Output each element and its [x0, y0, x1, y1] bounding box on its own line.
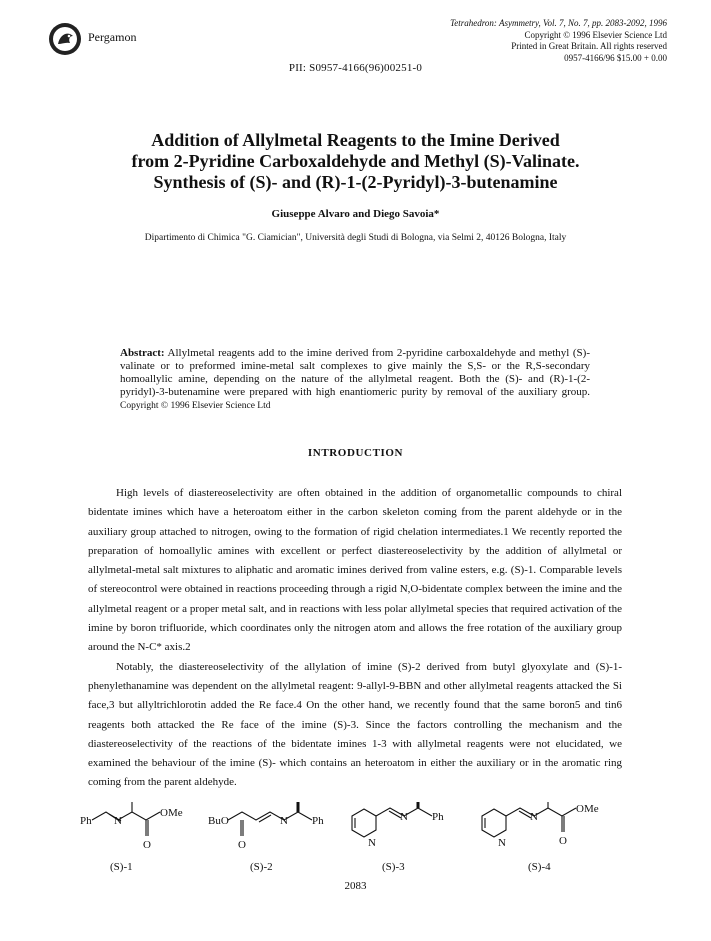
paragraph: High levels of diastereoselectivity are often obtained in the addition of organometallic compounds to chiral bidentate imines which have a heteroatom either in the carbon skeleton coming from the parent aldehyde or in the auxiliary group attached to nitrogen, owing to the formation of rigid chelation intermediates.1 We recently reported the preparation of homoallylic amines with excellent or perfect diastereoselectivity by the addition of allylmetal or allylmetal-metal salt mixtures to aliphatic and aromatic imines derived from valine esters, e.g. (S)-1. Comparable levels of stereocontrol were obtained in reactions proceeding through a rigid N,O-bidentate complex between the imine and the allylmetal reagent or a proper metal salt, and in reactions with less polar allylmetal species that required activation of the imine by boron trifluoride, which coordinates only the nitrogen atom and allows the free rotation of the auxiliary group around the N-C* axis.2 — [88, 487, 622, 654]
authors: Giuseppe Alvaro and Diego Savoia* — [271, 208, 440, 220]
structure-label: (S)-1 — [110, 861, 133, 873]
pergamon-logo — [48, 22, 82, 56]
section-heading: INTRODUCTION — [307, 447, 404, 459]
structure-4 — [482, 802, 576, 837]
body-text — [88, 484, 622, 793]
affiliation: Dipartimento di Chimica "G. Ciamician", Università degli Studi di Bologna, via Selmi 2, 40126 Bologna, Italy — [144, 233, 567, 243]
atom-label: Ph — [312, 815, 324, 827]
atom-label: N — [498, 837, 506, 849]
title-line-2: from 2-Pyridine Carboxaldehyde and Methyl (S)-Valinate. — [131, 151, 580, 171]
chemical-structures — [80, 802, 640, 892]
atom-label: OMe — [576, 803, 599, 815]
atom-label: O — [238, 839, 246, 851]
structure-label: (S)-4 — [528, 861, 551, 873]
structure-2 — [228, 802, 312, 836]
printed-line: Printed in Great Britain. All rights reserved — [511, 41, 667, 51]
atom-label: N — [368, 837, 376, 849]
pii-identifier: PII: S0957-4166(96)00251-0 — [288, 62, 423, 74]
atom-label: N — [114, 815, 122, 827]
abstract — [120, 347, 590, 413]
journal-citation: Tetrahedron: Asymmetry, Vol. 7, No. 7, pp. 2083-2092, 1996 — [450, 18, 667, 28]
atom-label: N — [400, 811, 408, 823]
issn-line: 0957-4166/96 $15.00 + 0.00 — [564, 52, 667, 63]
structure-3 — [352, 802, 432, 837]
abstract-text: Allylmetal reagents add to the imine derived from 2-pyridine carboxaldehyde and methyl (S)-valinate or to preformed imine-metal salt complexes to give mainly the S,S- or the R,S-secondary homoallylic amine, depending on the nature of the allylmetal reagent. Both the (S)- and (R)-1-(2-pyridyl)-3-butenamine were prepared with high enantiomeric purity by removal of the auxiliary group. — [120, 347, 590, 398]
atom-label: BuO — [208, 815, 229, 827]
atom-label: O — [559, 835, 567, 847]
title-line-3: Synthesis of (S)- and (R)-1-(2-Pyridyl)-3-butenamine — [153, 172, 558, 192]
atom-label: O — [143, 839, 151, 851]
paragraph: Notably, the diastereoselectivity of the allylation of imine (S)-2 derived from butyl glyoxylate and (S)-1-phenylethanamine was dependent on the allylmetal reagent: 9-allyl-9-BBN and other allylmetal reagents attacked the Si face,3 but allyltrichlorotin added the Re face.4 On the other hand, we recently found that the same boron5 and tin6 reagents both attacked the Re face of the imine (S)-3. Since the factors controlling the mechanism and the diastereoselectivity of the reactions of the bidentate imines 1-3 with allylmetal reagents were not elucidated, we examined the behaviour of the imine (S)- which contains an heteroatom in either the auxiliary or in the aromatic ring coming from the parent aldehyde. — [88, 660, 622, 789]
page-number: 2083 — [344, 880, 367, 892]
paper-title — [60, 130, 651, 193]
copyright-line: Copyright © 1996 Elsevier Science Ltd — [524, 29, 667, 40]
structure-label: (S)-2 — [250, 861, 273, 873]
structure-label: (S)-3 — [382, 861, 405, 873]
publisher-name: Pergamon — [88, 30, 137, 44]
atom-label: Ph — [432, 811, 444, 823]
journal-info — [337, 18, 667, 64]
abstract-label: Abstract: — [120, 347, 165, 359]
atom-label: N — [280, 815, 288, 827]
atom-label: Ph — [80, 815, 92, 827]
atom-label: N — [530, 811, 538, 823]
abstract-copyright: Copyright © 1996 Elsevier Science Ltd — [120, 401, 271, 411]
atom-label: OMe — [160, 807, 183, 819]
structure-1 — [92, 802, 160, 836]
title-line-1: Addition of Allylmetal Reagents to the Imine Derived — [151, 130, 560, 150]
